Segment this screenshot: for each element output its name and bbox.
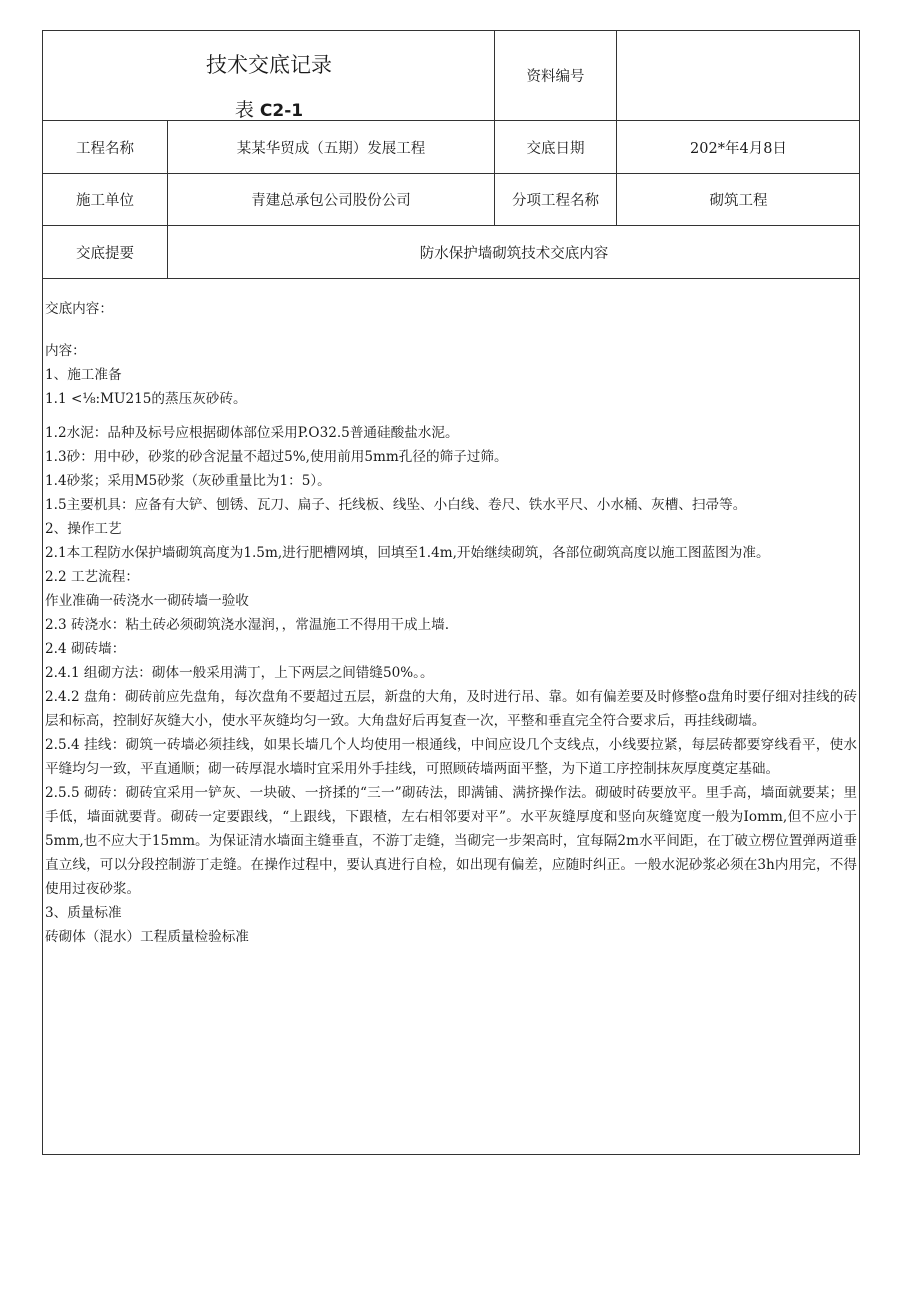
record-form <box>42 30 860 1155</box>
summary-value: 防水保护墙砌筑技术交底内容 <box>419 245 609 262</box>
content-heading: 交底内容： <box>45 301 113 317</box>
subitem-label: 分项工程名称 <box>512 193 599 209</box>
content-paragraph: 2.4.2 盘角：砌砖前应先盘角，每次盘角不要超过五层，新盘的大角，及时进行吊、靠。如有偏差要及时修整o盘角时要仔细对挂线的砖层和标高，控制好灰缝大小，使水平灰缝均匀一致。大角盘好后再复查一次，平整和垂直完全符合要求后，再挂线砌墙。 <box>45 689 857 729</box>
form-title: 技术交底记录 <box>206 53 332 77</box>
form-number <box>43 95 495 122</box>
disclosure-content <box>45 297 857 949</box>
summary-label: 交底提要 <box>76 245 134 262</box>
project-name-label: 工程名称 <box>76 140 134 157</box>
content-line: 2.3 砖浇水：粘土砖必须砌筑浇水湿润，，常温施工不得用干成上墙. <box>45 617 450 633</box>
content-line: 1.2水泥：品种及标号应根据砌体部位采用P.O32.5普通硅酸盐水泥。 <box>45 425 459 441</box>
content-line: 1.5主要机具：应备有大铲、刨锈、瓦刀、扁子、托线板、线坠、小白线、卷尺、铁水平尺、小水桶、灰槽、扫帚等。 <box>45 497 747 513</box>
doc-no-value <box>617 31 860 120</box>
form-number-code: C2-1 <box>259 101 304 121</box>
content-line: 2.1本工程防水保护墙砌筑高度为1.5m,进行肥槽网填，回填至1.4m,开始继续砌筑，各部位砌筑高度以施工图蓝图为准。 <box>45 545 770 561</box>
content-line: 砖砌体（混水）工程质量检验标准 <box>45 929 249 945</box>
contractor-label: 施工单位 <box>76 193 134 209</box>
row-divider <box>43 278 859 279</box>
content-line: 2.4 砌砖墙： <box>45 641 126 657</box>
content-line: 1.4砂浆；采用M5砂浆（灰砂重量比为1：5）。 <box>45 473 331 489</box>
section-heading: 1、施工准备 <box>45 367 122 383</box>
contractor-value: 青建总承包公司股份公司 <box>251 193 411 209</box>
content-paragraph: 2.5.5 砌砖：砌砖宜采用一铲灰、一块破、一挤揉的“三一”砌砖法，即满铺、满挤操作法。砌破时砖要放平。里手高，墙面就要某；里手低，墙面就要背。砌砖一定要跟线，“上跟线，下跟楂，左右相邻要对平”。水平灰缝厚度和竖向灰缝宽度一般为Iomm,但不应小于5mm,也不应大于15mm。为保证清水墙面主缝垂直，不游丁走缝，当砌完一步架高时，宜每隔2m水平间距，在丁破立楞位置弹两道垂直立线，可以分段控制游丁走缝。在操作过程中，要认真进行自检，如出现有偏差，应随时纠正。一般水泥砂浆必须在3h内用完，不得使用过夜砂浆。 <box>45 785 857 897</box>
doc-no-label: 资料编号 <box>526 69 585 85</box>
content-line: 内容： <box>45 343 86 359</box>
subitem-value: 砌筑工程 <box>709 193 768 209</box>
content-line: 作业准确一砖浇水一砌砖墙一验收 <box>45 593 249 609</box>
content-line: 2.2 工艺流程： <box>45 569 139 585</box>
form-number-prefix: 表 <box>234 99 254 121</box>
content-paragraph: 2.5.4 挂线：砌筑一砖墙必须挂线，如果长墙几个人均使用一根通线，中间应设几个支线点，小线要拉紧，每层砖都要穿线看平，使水平缝均匀一致，平直通顺；砌一砖厚混水墙时宜采用外手挂线，可照顾砖墙两面平整，为下道工序控制抹灰厚度奠定基础。 <box>45 737 857 777</box>
content-line: 1.1 <⅛:MU215的蒸压灰砂砖。 <box>45 391 247 407</box>
project-name-value: 某某华贸成（五期）发展工程 <box>236 140 426 157</box>
date-value: 202*年4月8日 <box>690 140 787 157</box>
section-heading: 3、质量标准 <box>45 905 122 921</box>
content-line: 2.4.1 组砌方法：砌体一般采用满丁，上下两层之间错缝50%。。 <box>45 665 434 681</box>
section-heading: 2、操作工艺 <box>45 521 122 537</box>
date-label: 交底日期 <box>526 140 585 157</box>
content-line: 1.3砂：用中砂，砂浆的砂含泥量不超过5%,使用前用5mm孔径的筛子过筛。 <box>45 449 508 465</box>
